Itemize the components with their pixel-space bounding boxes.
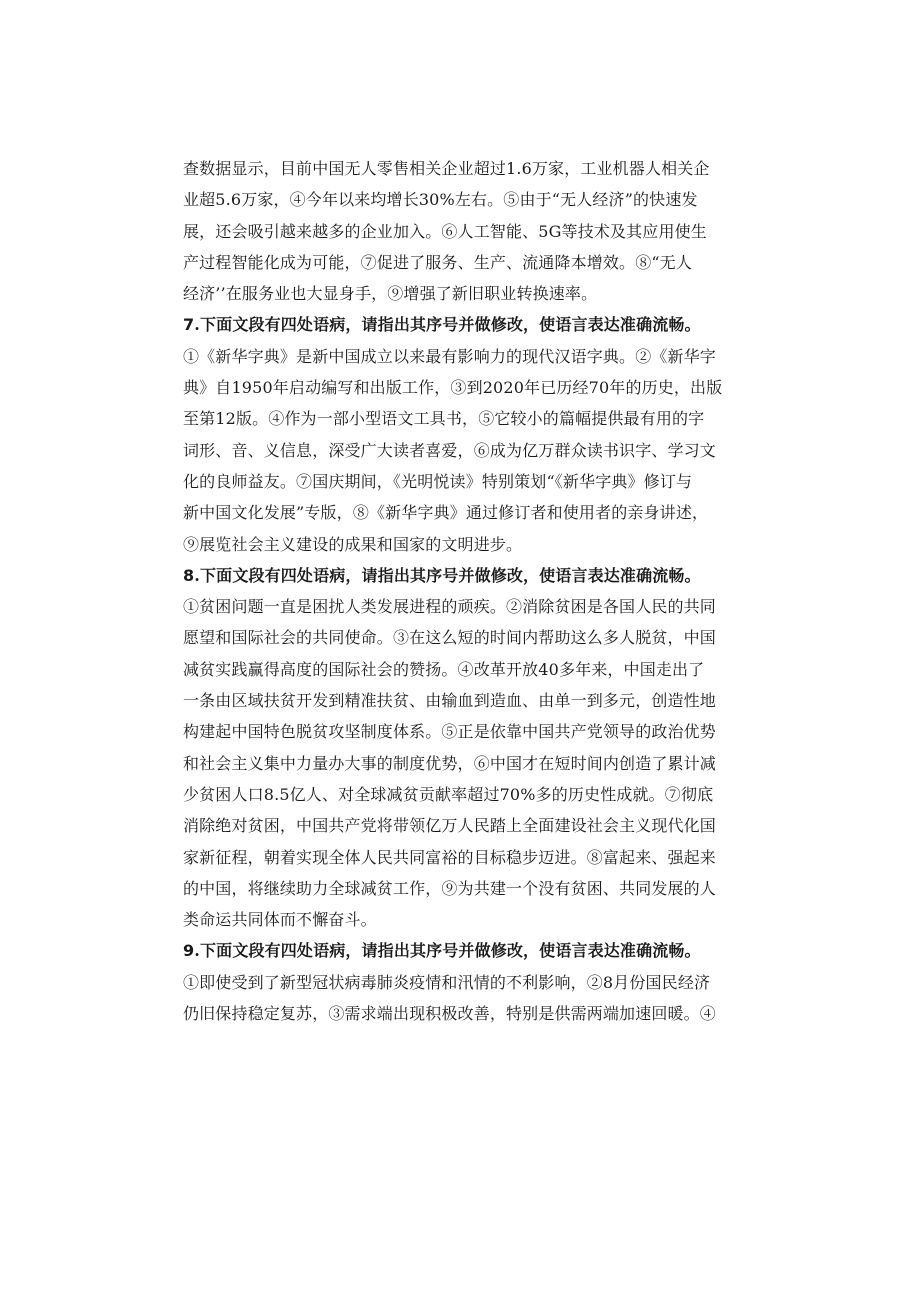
text-line: 家新征程，朝着实现全体人民共同富裕的目标稳步迈进。⑧富起来、强起来 — [183, 847, 716, 867]
question-7-prompt — [183, 309, 738, 340]
question-7 — [183, 309, 738, 559]
question-number: 9 — [183, 941, 195, 961]
text-line: ⑨展览社会主义建设的成果和国家的文明进步。 — [183, 534, 523, 554]
question-number: 7 — [183, 315, 195, 335]
text-line: 词形、音、义信息，深受广大读者喜爱，⑥成为亿万群众读书识字、学习文 — [183, 440, 716, 460]
text-line: 新中国文化发展”专版，⑧《新华字典》通过修订者和使用者的亲身讲述， — [183, 503, 709, 523]
question-text: .下面文段有四处语病，请指出其序号并做修改，使语言表达准确流畅。 — [194, 941, 701, 961]
question-number: 8 — [183, 565, 195, 585]
document-body — [183, 153, 738, 1029]
text-line: ①贫困问题一直是困扰人类发展进程的顽疾。②消除贫困是各国人民的共同 — [183, 597, 716, 617]
question-9-prompt — [183, 935, 738, 966]
text-line: 一条由区域扶贫开发到精准扶贫、由输血到造血、由单一到多元，创造性地 — [183, 691, 716, 711]
text-line: 愿望和国际社会的共同使命。③在这么短的时间内帮助这么多人脱贫，中国 — [183, 628, 716, 648]
text-line: 查数据显示，目前中国无人零售相关企业超过1.6万家，工业机器人相关企 — [183, 159, 710, 178]
text-line: ①《新华字典》是新中国成立以来最有影响力的现代汉语字典。②《新华字 — [183, 346, 716, 366]
paragraph-6-tail — [183, 153, 738, 309]
question-8-prompt — [183, 560, 738, 591]
question-8 — [183, 560, 738, 936]
text-line: 典》自1950年启动编写和出版工作，③到2020年已历经70年的历史，出版 — [183, 378, 723, 398]
text-line: 消除绝对贫困，中国共产党将带领亿万人民踏上全面建设社会主义现代化国 — [183, 816, 716, 836]
question-9 — [183, 935, 738, 1029]
text-line: 产过程智能化成为可能，⑦促进了服务、生产、流通降本增效。⑧“无人 — [183, 252, 692, 272]
text-line: 构建起中国特色脱贫攻坚制度体系。⑤正是依靠中国共产党领导的政治优势 — [183, 722, 716, 742]
text-line: 和社会主义集中力量办大事的制度优势，⑥中国才在短时间内创造了累计减 — [183, 753, 716, 773]
text-line: 减贫实践赢得高度的国际社会的赞扬。④改革开放40多年来，中国走出了 — [183, 659, 705, 679]
text-line: 的中国，将继续助力全球减贫工作，⑨为共建一个没有贫困、共同发展的人 — [183, 878, 716, 898]
text-line: ①即使受到了新型冠状病毒肺炎疫情和汛情的不利影响，②8月份国民经济 — [183, 972, 711, 992]
question-text: .下面文段有四处语病，请指出其序号并做修改，使语言表达准确流畅。 — [194, 565, 701, 585]
text-line: 展，还会吸引越来越多的企业加入。⑥人工智能、5G等技术及其应用使生 — [183, 221, 707, 241]
text-line: 化的良师益友。⑦国庆期间，《光明悦读》特别策划“《新华字典》修订与 — [183, 471, 693, 491]
text-line: 类命运共同体而不懈奋斗。 — [183, 910, 377, 930]
text-line: 少贫困人口8.5亿人、对全球减贫贡献率超过70%多的历史性成就。⑦彻底 — [183, 784, 714, 804]
question-text: .下面文段有四处语病，请指出其序号并做修改，使语言表达准确流畅。 — [194, 315, 701, 335]
text-line: 经济’’在服务业也大显身手，⑨增强了新旧职业转换速率。 — [183, 284, 598, 304]
text-line: 仍旧保持稳定复苏，③需求端出现积极改善，特别是供需两端加速回暖。④ — [183, 1004, 716, 1024]
text-line: 至第12版。④作为一部小型语文工具书，⑤它较小的篇幅提供最有用的字 — [183, 409, 705, 429]
text-line: 业超5.6万家，④今年以来均增长30%左右。⑤由于“无人经济”的快速发 — [183, 190, 698, 210]
